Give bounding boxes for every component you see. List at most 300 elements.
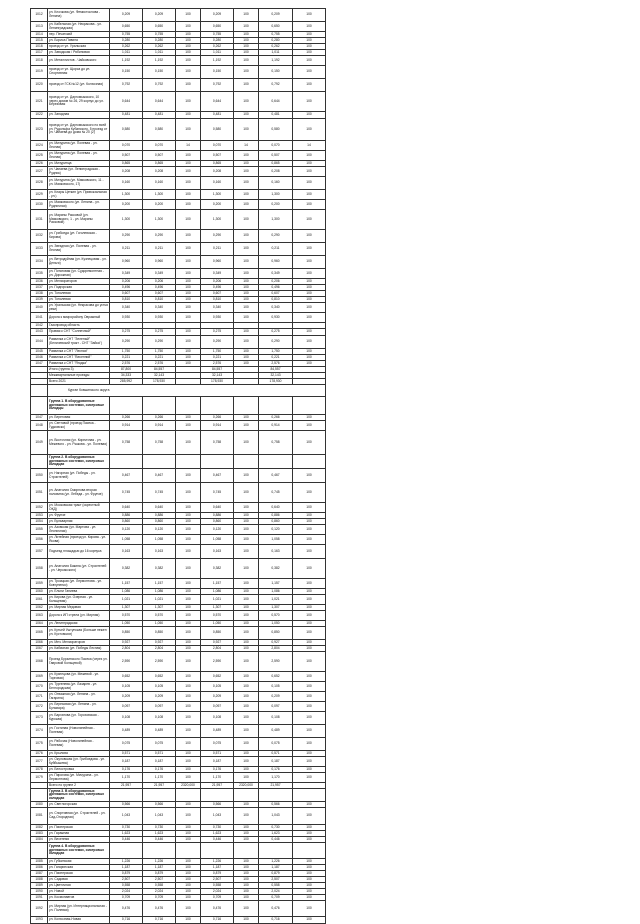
value-fact: 0,930 bbox=[201, 313, 234, 323]
value-plan-pct: 100 bbox=[176, 831, 201, 837]
table-row bbox=[31, 579, 326, 589]
value-fact-pct: 100 bbox=[234, 119, 259, 141]
row-number: 1040 bbox=[31, 303, 48, 313]
value-total: 0,108 bbox=[110, 712, 143, 725]
row-number: 1064 bbox=[31, 621, 48, 627]
row-name: ул. Ельни Ганиева bbox=[48, 589, 110, 595]
row-number: 1087 bbox=[31, 871, 48, 877]
value-fact-pct: 100 bbox=[234, 210, 259, 230]
value-result-pct: 100 bbox=[293, 431, 326, 455]
row-name: проезд от ул. Даргомыжского по всей ул. Рудольфа Кубанского, 5 проезд от ул. Чапаева до дома № 20 (2) bbox=[48, 119, 110, 141]
value-plan: 0,850 bbox=[143, 627, 176, 640]
value-fact-pct: 100 bbox=[234, 519, 259, 525]
row-name: ул. Клочкова (ул. Фемистоклова - Ленина) bbox=[48, 9, 110, 22]
row-name: ул. Садовая bbox=[48, 877, 110, 883]
table-row bbox=[31, 652, 326, 672]
value-result-pct: 100 bbox=[293, 269, 326, 279]
table-row bbox=[31, 66, 326, 79]
value-result-pct: 100 bbox=[293, 611, 326, 621]
value-plan-pct: 100 bbox=[176, 431, 201, 455]
value-plan-pct: 14 bbox=[176, 141, 201, 151]
row-name: Всего 2021 bbox=[48, 379, 110, 385]
value-total: 0,745 bbox=[110, 483, 143, 503]
row-name: ул. Мичурина (ул. Полевая - ул. Лесная) bbox=[48, 151, 110, 161]
value-plan: 0,150 bbox=[143, 66, 176, 79]
value-result-pct: 100 bbox=[293, 167, 326, 177]
value-fact-pct: 100 bbox=[234, 66, 259, 79]
value-plan: 0,097 bbox=[143, 702, 176, 712]
value-result: 0,105 bbox=[259, 682, 293, 692]
value-plan-pct: 100 bbox=[176, 285, 201, 291]
value-fact: 1,011 bbox=[201, 50, 234, 56]
value-result-pct: 100 bbox=[293, 831, 326, 837]
row-name: ул. Мирная Медовая bbox=[48, 605, 110, 611]
value-result: 1,086 bbox=[259, 589, 293, 595]
value-fact: 0,208 bbox=[201, 167, 234, 177]
value-result: 1,050 bbox=[259, 621, 293, 627]
table-row bbox=[31, 627, 326, 640]
value-fact: 1,086 bbox=[201, 589, 234, 595]
value-plan-pct: 100 bbox=[176, 210, 201, 230]
value-plan-pct: 100 bbox=[176, 303, 201, 313]
value-result-pct: 100 bbox=[293, 579, 326, 589]
value-result-pct: 14 bbox=[293, 141, 326, 151]
row-number: 1080 bbox=[31, 802, 48, 808]
value-result: 2,024 bbox=[259, 889, 293, 895]
value-fact-pct bbox=[234, 843, 259, 859]
row-number: 1089 bbox=[31, 883, 48, 889]
value-result-pct: 100 bbox=[293, 56, 326, 66]
value-result: 21,957 bbox=[259, 783, 293, 789]
value-result: 0,496 bbox=[259, 285, 293, 291]
value-fact-pct: 100 bbox=[234, 871, 259, 877]
value-fact bbox=[201, 455, 234, 469]
value-result-pct: 100 bbox=[293, 79, 326, 92]
value-result: 0,476 bbox=[259, 901, 293, 917]
value-fact-pct: 100 bbox=[234, 883, 259, 889]
row-name: ул. Весенняя bbox=[48, 837, 110, 843]
value-result-pct: 100 bbox=[293, 519, 326, 525]
row-number: 1034 bbox=[31, 256, 48, 269]
value-fact bbox=[201, 397, 234, 415]
value-fact-pct: 100 bbox=[234, 151, 259, 161]
value-plan: 0,745 bbox=[143, 483, 176, 503]
row-number bbox=[31, 397, 48, 415]
value-plan: 0,105 bbox=[143, 682, 176, 692]
value-fact: 1,021 bbox=[201, 595, 234, 605]
value-result-pct bbox=[293, 789, 326, 802]
row-name: ул. Кабельная (ул. Некрасова - ул. Ленинградская) bbox=[48, 22, 110, 32]
row-number: 1061 bbox=[31, 595, 48, 605]
value-fact-pct: 100 bbox=[234, 767, 259, 773]
value-total: 1,021 bbox=[110, 595, 143, 605]
row-name: ул. Гагаринская bbox=[48, 865, 110, 871]
value-result: 1,170 bbox=[259, 773, 293, 783]
value-total: 1,307 bbox=[110, 605, 143, 611]
value-total: 0,163 bbox=[110, 545, 143, 559]
value-fact: 84,557 bbox=[201, 367, 234, 373]
value-result: 1,226 bbox=[259, 859, 293, 865]
value-plan: 2,590 bbox=[143, 652, 176, 672]
value-total: 1,086 bbox=[110, 589, 143, 595]
value-fact: 0,507 bbox=[201, 151, 234, 161]
value-fact-pct: 100 bbox=[234, 605, 259, 611]
value-fact: 0,860 bbox=[201, 519, 234, 525]
value-result: 0,570 bbox=[259, 611, 293, 621]
row-name: ул. Кирова (ул. Озерная - ул. Кольцевая) bbox=[48, 595, 110, 605]
row-name: ул. Тургенева (ул. Лазарев - ул. Белгородская) bbox=[48, 682, 110, 692]
value-total: 0,481 bbox=[110, 112, 143, 119]
value-fact-pct: 100 bbox=[234, 313, 259, 323]
value-plan-pct: 100 bbox=[176, 329, 201, 336]
value-fact: 0,075 bbox=[201, 738, 234, 751]
value-plan-pct: 100 bbox=[176, 167, 201, 177]
value-plan-pct: 100 bbox=[176, 725, 201, 738]
value-fact-pct: 100 bbox=[234, 22, 259, 32]
row-number: 1081 bbox=[31, 808, 48, 825]
value-result: 1,043 bbox=[259, 808, 293, 825]
table-row bbox=[31, 269, 326, 279]
value-fact: 1,300 bbox=[201, 210, 234, 230]
value-result: 0,208 bbox=[259, 167, 293, 177]
value-total: 0,496 bbox=[110, 285, 143, 291]
value-result: 0,290 bbox=[259, 336, 293, 349]
value-total: 1,192 bbox=[110, 56, 143, 66]
row-number: 1025 bbox=[31, 151, 48, 161]
value-result-pct: 100 bbox=[293, 513, 326, 519]
value-plan-pct: 100 bbox=[176, 859, 201, 865]
row-number bbox=[31, 455, 48, 469]
value-result: 0,730 bbox=[259, 825, 293, 831]
value-result-pct: 100 bbox=[293, 230, 326, 243]
value-total: 0,275 bbox=[110, 329, 143, 336]
row-number: 1071 bbox=[31, 692, 48, 702]
value-plan-pct: 100 bbox=[176, 877, 201, 883]
value-result-pct: 100 bbox=[293, 303, 326, 313]
value-fact-pct: 100 bbox=[234, 161, 259, 167]
value-fact: 1,043 bbox=[201, 808, 234, 825]
value-plan-pct: 100 bbox=[176, 865, 201, 871]
value-result-pct: 100 bbox=[293, 22, 326, 32]
value-total: 0,476 bbox=[110, 901, 143, 917]
value-result-pct: 100 bbox=[293, 415, 326, 421]
value-plan: 0,927 bbox=[143, 640, 176, 646]
table-row bbox=[31, 738, 326, 751]
value-fact-pct: 100 bbox=[234, 200, 259, 210]
row-number: 1042 bbox=[31, 323, 48, 329]
value-fact-pct: 100 bbox=[234, 627, 259, 640]
value-result: 0,489 bbox=[259, 725, 293, 738]
row-number: 1092 bbox=[31, 901, 48, 917]
value-result: 0,792 bbox=[259, 79, 293, 92]
value-total: 0,120 bbox=[110, 525, 143, 535]
value-total: 0,209 bbox=[110, 692, 143, 702]
value-result-pct: 100 bbox=[293, 349, 326, 355]
value-result-pct: 100 bbox=[293, 535, 326, 545]
row-name: ул. Ленинградская bbox=[48, 621, 110, 627]
row-number: 1083 bbox=[31, 831, 48, 837]
value-total: 1,750 bbox=[110, 349, 143, 355]
value-plan-pct: 100 bbox=[176, 627, 201, 640]
value-result: 0,755 bbox=[259, 32, 293, 38]
value-fact-pct: 100 bbox=[234, 92, 259, 112]
value-result: 2,590 bbox=[259, 652, 293, 672]
row-name: ул. Бульварная bbox=[48, 519, 110, 525]
value-plan: 2,507 bbox=[143, 877, 176, 883]
row-number: 1074 bbox=[31, 725, 48, 738]
value-result-pct: 100 bbox=[293, 66, 326, 79]
row-number bbox=[31, 789, 48, 802]
value-result: 0,290 bbox=[259, 230, 293, 243]
value-result-pct: 100 bbox=[293, 682, 326, 692]
row-number: 1027 bbox=[31, 167, 48, 177]
value-result: 0,211 bbox=[259, 243, 293, 256]
row-name: ул. Спортивная (ул. Строителей - ул. Сад-Огородная) bbox=[48, 808, 110, 825]
row-number: 1031 bbox=[31, 210, 48, 230]
value-plan-pct: 100 bbox=[176, 535, 201, 545]
value-plan-pct: 100 bbox=[176, 38, 201, 44]
row-name: Итого (группа 3) bbox=[48, 367, 110, 373]
value-result-pct: 100 bbox=[293, 313, 326, 323]
value-fact-pct: 100 bbox=[234, 877, 259, 883]
value-fact: 0,200 bbox=[201, 200, 234, 210]
value-plan: 0,481 bbox=[143, 112, 176, 119]
row-number: 1070 bbox=[31, 682, 48, 692]
row-name: Газопровод область bbox=[48, 323, 110, 329]
value-result: 1,187 bbox=[259, 865, 293, 871]
value-fact-pct: 100 bbox=[234, 291, 259, 297]
row-name: ул. Московская тракт (окрестный ОКД) bbox=[48, 503, 110, 513]
row-name: ул. Маяковского (ул. Ленина - ул. Рудничная) bbox=[48, 200, 110, 210]
value-total: 0,349 bbox=[110, 269, 143, 279]
value-fact-pct: 100 bbox=[234, 349, 259, 355]
value-total: 0,382 bbox=[110, 559, 143, 579]
value-total: 1,300 bbox=[110, 210, 143, 230]
value-result: 1,157 bbox=[259, 579, 293, 589]
value-fact-pct: 100 bbox=[234, 297, 259, 303]
value-total: 0,075 bbox=[110, 738, 143, 751]
row-name: ул. Анатолия Смирнова вторая половина (ул. Лебеда - ул. Фрунзе) bbox=[48, 483, 110, 503]
value-plan: 0,930 bbox=[143, 313, 176, 323]
value-plan-pct: 100 bbox=[176, 672, 201, 682]
row-name: ул. Западная bbox=[48, 112, 110, 119]
value-result: 0,481 bbox=[259, 112, 293, 119]
value-plan: 1,623 bbox=[143, 831, 176, 837]
value-fact: 2,590 bbox=[201, 652, 234, 672]
row-name: ул. Мичурина (ул. Маяковского, 11 - ул. Маяковского, 17) bbox=[48, 177, 110, 190]
value-plan: 0,221 bbox=[143, 355, 176, 361]
table-row bbox=[31, 503, 326, 513]
value-result-pct: 100 bbox=[293, 825, 326, 831]
value-result-pct: 100 bbox=[293, 757, 326, 767]
row-number: 1022 bbox=[31, 112, 48, 119]
value-plan: 0,558 bbox=[143, 883, 176, 889]
value-plan: 0,644 bbox=[143, 92, 176, 112]
value-fact: 0,730 bbox=[201, 825, 234, 831]
value-result: 0,507 bbox=[259, 151, 293, 161]
value-total: 1,187 bbox=[110, 865, 143, 871]
value-fact: 0,496 bbox=[201, 285, 234, 291]
value-fact bbox=[201, 789, 234, 802]
data-table bbox=[30, 8, 326, 924]
value-result-pct: 100 bbox=[293, 483, 326, 503]
value-plan-pct: 100 bbox=[176, 513, 201, 519]
value-total bbox=[110, 789, 143, 802]
row-number: 1082 bbox=[31, 825, 48, 831]
row-name: Развилка к СНТ "Весенний" bbox=[48, 355, 110, 361]
row-number: 1047 bbox=[31, 415, 48, 421]
value-fact-pct: 100 bbox=[234, 355, 259, 361]
value-plan: 0,709 bbox=[143, 895, 176, 901]
value-result: 0,758 bbox=[259, 431, 293, 455]
value-result-pct: 100 bbox=[293, 469, 326, 483]
value-total: 0,652 bbox=[110, 672, 143, 682]
row-name: ул. Ветродуйная (ул. Кузнецовая - ул. Деньги) bbox=[48, 256, 110, 269]
value-fact-pct: 100 bbox=[234, 256, 259, 269]
value-total: 1,157 bbox=[110, 579, 143, 589]
value-result bbox=[259, 843, 293, 859]
row-number: 1073 bbox=[31, 712, 48, 725]
table-row bbox=[31, 808, 326, 825]
table-body bbox=[31, 9, 326, 924]
table-row bbox=[31, 702, 326, 712]
value-result-pct: 100 bbox=[293, 545, 326, 559]
row-number: 1058 bbox=[31, 559, 48, 579]
value-plan-pct: 100 bbox=[176, 230, 201, 243]
value-result bbox=[259, 397, 293, 415]
value-total bbox=[110, 843, 143, 859]
value-result: 0,206 bbox=[259, 279, 293, 285]
value-plan: 0,570 bbox=[143, 611, 176, 621]
value-result-pct: 100 bbox=[293, 285, 326, 291]
value-result-pct: 100 bbox=[293, 692, 326, 702]
value-plan-pct: 100 bbox=[176, 895, 201, 901]
value-fact: 2,804 bbox=[201, 646, 234, 652]
value-result: 2,576 bbox=[259, 361, 293, 367]
value-plan: 0,640 bbox=[143, 503, 176, 513]
value-fact-pct: 100 bbox=[234, 682, 259, 692]
value-fact-pct: 100 bbox=[234, 589, 259, 595]
value-plan: 0,349 bbox=[143, 269, 176, 279]
row-name: ул. Гаражная bbox=[48, 831, 110, 837]
value-fact: 0,266 bbox=[201, 415, 234, 421]
value-plan-pct: 100 bbox=[176, 503, 201, 513]
value-fact: 0,262 bbox=[201, 44, 234, 50]
row-number: 1079 bbox=[31, 773, 48, 783]
row-number bbox=[31, 843, 48, 859]
value-fact: 178,930 bbox=[201, 379, 234, 385]
value-total: 0,914 bbox=[110, 421, 143, 431]
table-row bbox=[31, 112, 326, 119]
value-plan-pct: 100 bbox=[176, 595, 201, 605]
value-fact: 0,570 bbox=[201, 611, 234, 621]
value-result-pct: 100 bbox=[293, 32, 326, 38]
value-plan-pct: 100 bbox=[176, 525, 201, 535]
value-fact: 1,623 bbox=[201, 831, 234, 837]
value-result: 0,280 bbox=[259, 38, 293, 44]
value-plan: 2,804 bbox=[143, 646, 176, 652]
row-name: ул. Бориса Пивина bbox=[48, 38, 110, 44]
value-fact: 0,280 bbox=[201, 38, 234, 44]
row-number: 1075 bbox=[31, 738, 48, 751]
group-header-row bbox=[31, 397, 326, 415]
value-result: 0,163 bbox=[259, 545, 293, 559]
value-plan: 0,607 bbox=[143, 291, 176, 297]
value-plan: 178,930 bbox=[143, 379, 176, 385]
value-plan: 0,290 bbox=[143, 336, 176, 349]
value-result bbox=[259, 789, 293, 802]
row-number bbox=[31, 385, 48, 397]
value-plan: 0,810 bbox=[143, 297, 176, 303]
value-total bbox=[110, 397, 143, 415]
value-plan: 0,860 bbox=[143, 519, 176, 525]
value-plan: 0,792 bbox=[143, 79, 176, 92]
value-plan-pct bbox=[176, 397, 201, 415]
table-row bbox=[31, 190, 326, 200]
row-name: проезд от ул. Щорса до ул. Спортивная bbox=[48, 66, 110, 79]
row-name: ул. Литейная (проезд ул. Кирова - ул. Якова) bbox=[48, 535, 110, 545]
table-row bbox=[31, 210, 326, 230]
row-name: ул. Мирная (ул. Интернациональная - ул. Полевая) bbox=[48, 901, 110, 917]
value-result: 0,566 bbox=[259, 802, 293, 808]
row-name: ул. Подгорская bbox=[48, 285, 110, 291]
value-fact: 0,850 bbox=[201, 627, 234, 640]
value-fact-pct: 100 bbox=[234, 483, 259, 503]
row-number: 1024 bbox=[31, 141, 48, 151]
value-fact-pct: 100 bbox=[234, 831, 259, 837]
row-number: 1084 bbox=[31, 837, 48, 843]
value-result: 0,558 bbox=[259, 883, 293, 889]
row-name: ул. Уральская (ул. Некрасова до устья реки) bbox=[49, 302, 108, 311]
row-number: 1012 bbox=[31, 9, 48, 22]
value-result: 0,860 bbox=[259, 519, 293, 525]
value-plan-pct: 100 bbox=[176, 751, 201, 757]
value-fact-pct: 100 bbox=[234, 230, 259, 243]
group-title: Группа 3. В оборудованных дренажных системах, смотровых колодцах bbox=[48, 789, 110, 802]
value-plan: 0,580 bbox=[143, 119, 176, 141]
value-fact-pct: 100 bbox=[234, 646, 259, 652]
value-fact: 0,652 bbox=[201, 672, 234, 682]
value-result: 0,650 bbox=[259, 22, 293, 32]
value-result: 1,300 bbox=[259, 190, 293, 200]
value-total: 0,290 bbox=[110, 336, 143, 349]
value-plan: 0,209 bbox=[143, 692, 176, 702]
value-fact: 0,206 bbox=[201, 279, 234, 285]
value-total: 0,886 bbox=[110, 513, 143, 519]
row-name: Развилка к СНТ "Лесная" bbox=[48, 349, 110, 355]
value-plan: 0,200 bbox=[143, 200, 176, 210]
value-result: 0,108 bbox=[259, 712, 293, 725]
row-number: 1026 bbox=[31, 161, 48, 167]
row-number: 1015 bbox=[31, 38, 48, 44]
value-result-pct: 100 bbox=[293, 119, 326, 141]
row-number: 1037 bbox=[31, 285, 48, 291]
row-name: ул. Азовская (ул. Мартова - ул. Лесничная) bbox=[48, 525, 110, 535]
value-result-pct: 100 bbox=[293, 112, 326, 119]
value-total: 0,489 bbox=[110, 725, 143, 738]
table-row bbox=[31, 595, 326, 605]
value-result-pct: 100 bbox=[293, 297, 326, 303]
value-total: 1,011 bbox=[110, 50, 143, 56]
value-fact: 1,157 bbox=[201, 579, 234, 589]
value-plan: 0,262 bbox=[143, 44, 176, 50]
value-fact: 0,340 bbox=[201, 303, 234, 313]
value-result-pct: 100 bbox=[293, 751, 326, 757]
value-plan: 0,566 bbox=[143, 802, 176, 808]
value-fact-pct: 100 bbox=[234, 9, 259, 22]
table-row bbox=[31, 525, 326, 535]
value-result: 0,200 bbox=[259, 200, 293, 210]
